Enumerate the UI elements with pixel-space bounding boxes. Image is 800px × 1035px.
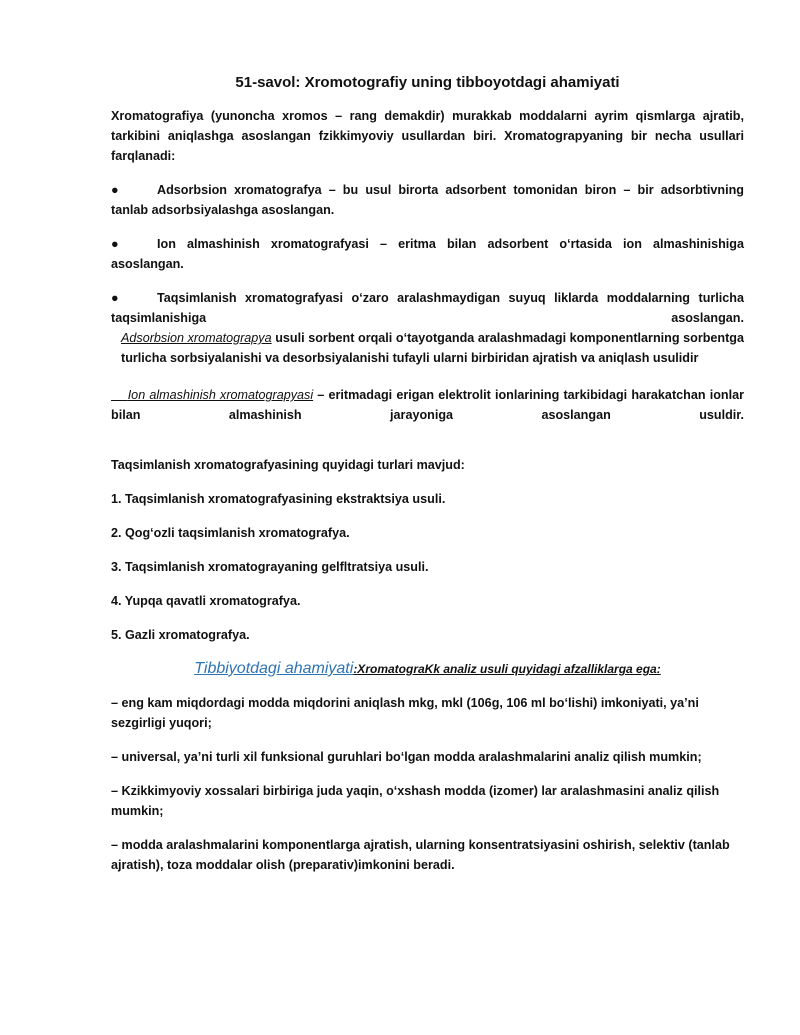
definition-ion <box>111 385 744 425</box>
list-item: 5. Gazli xromatografya. <box>111 628 250 642</box>
document-page <box>111 72 744 875</box>
bullet-text: Adsorbsion xromatografya – bu usul birorta adsorbent tomonidan biron – bir adsorbtivning tanlab adsorbsiyalashga asoslangan. <box>111 183 744 217</box>
subheading-title: Tibbiyotdagi ahamiyati <box>194 660 354 677</box>
list-item: – Kzikkimyoviy xossalari birbiriga juda yaqin, o‘xshash modda (izomer) lar aralashmasini analiz qilish mumkin; <box>111 784 720 818</box>
bullet-text: Ion almashinish xromatografyasi – eritma bilan adsorbent o‘rtasida ion almashinishiga asoslangan. <box>111 237 744 271</box>
types-intro: Taqsimlanish xromatografyasining quyidagi turlari mavjud: <box>111 458 465 472</box>
definition-text: usuli sorbent orqali o‘tayotganda aralashmadagi komponentlarning sorbentga turlicha sorbsiyalanishi va desorbsiyalanishi tufayli ularni birbiridan ajratish va aniqlash usulidir <box>121 331 745 365</box>
list-item: 3. Taqsimlanish xromatograyaning gelfltratsiya usuli. <box>111 560 429 574</box>
intro-paragraph: Xromatografiya (yunoncha xromos – rang demakdir) murakkab moddalarni ayrim qismlarga ajratib, tarkibini aniqlashga asoslangan fzikkimyoviy usullardan biri. Xromatograpyaning bir necha usullari farqlanadi: <box>111 109 744 163</box>
list-item: 4. Yupqa qavatli xromatografya. <box>111 594 301 608</box>
bullet-icon: ● <box>111 237 119 251</box>
list-item: 1. Taqsimlanish xromatografyasining ekstraktsiya usuli. <box>111 492 446 506</box>
subheading <box>111 659 744 679</box>
bullet-item <box>111 180 744 220</box>
list-item: 2. Qog‘ozli taqsimlanish xromatografya. <box>111 526 350 540</box>
definition-term: Ion almashinish xromatograpyasi <box>127 388 314 402</box>
bullet-icon: ● <box>111 183 119 197</box>
bullet-item <box>111 288 744 328</box>
bullet-text: Taqsimlanish xromatografyasi o‘zaro aralashmaydigan suyuq liklarda moddalarning turlicha taqsimlanishiga asoslangan. <box>111 291 744 325</box>
definition-term: Adsorbsion xromatograpya <box>121 331 272 345</box>
bullet-icon: ● <box>111 291 119 305</box>
definition-adsorbsion <box>111 328 744 368</box>
page-title: 51-savol: Xromotografiy uning tibboyotdagi ahamiyati <box>235 74 620 91</box>
list-item: – universal, ya’ni turli xil funksional guruhlari bo‘lgan modda aralashmalarini analiz qilish mumkin; <box>111 750 702 764</box>
list-item: – eng kam miqdordagi modda miqdorini aniqlash mkg, mkl (106g, 106 ml bo‘lishi) imkoniyati, ya’ni sezgirligi yuqori; <box>111 696 699 730</box>
list-item: – modda aralashmalarini komponentlarga ajratish, ularning konsentratsiyasini oshirish, selektiv (tanlab ajratish), toza moddalar olish (preparativ)imkonini beradi. <box>111 838 730 872</box>
subheading-caption: :XromatograKk analiz usuli quyidagi afzalliklarga ega: <box>353 662 661 676</box>
bullet-item <box>111 234 744 274</box>
definition-text: – eritmadagi erigan elektrolit ionlarining tarkibidagi harakatchan ionlar bilan almashinish jarayoniga asoslangan usuldir. <box>111 388 744 422</box>
